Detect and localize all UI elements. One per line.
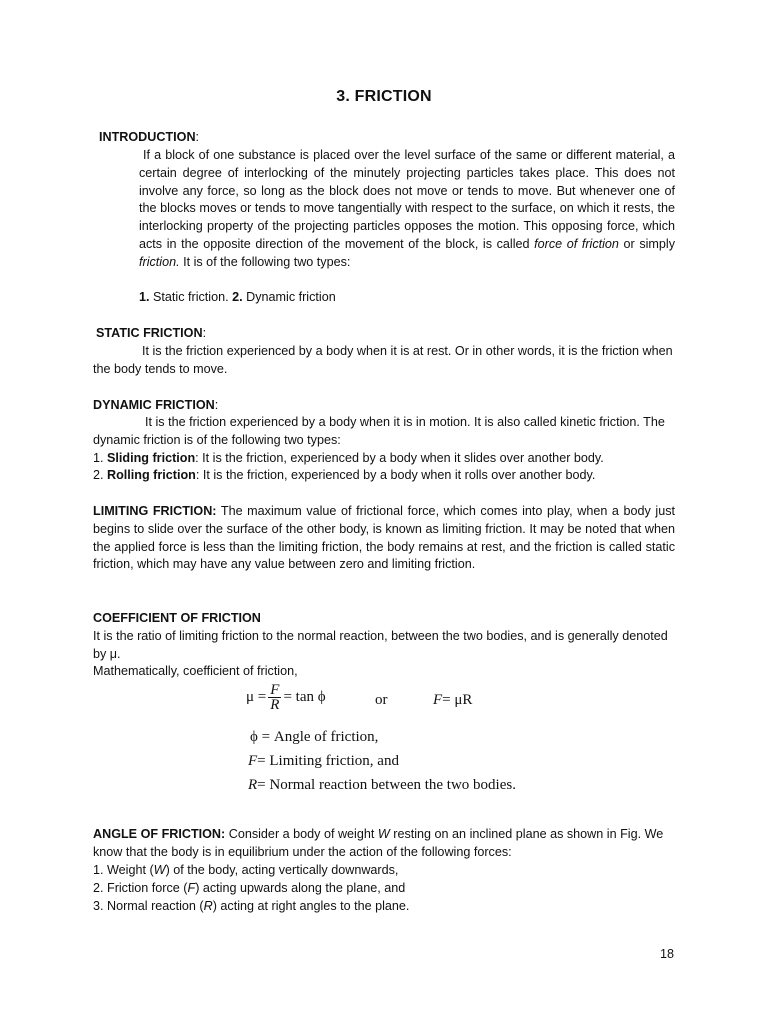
angle-paragraph <box>93 826 675 862</box>
intro-heading-line <box>99 129 199 147</box>
static-colon: : <box>202 326 207 340</box>
angle-item-2-var: F <box>187 881 196 895</box>
type-1-label: Static friction. <box>153 290 229 304</box>
angle-item-3-var: R <box>203 899 213 913</box>
coefficient-heading: COEFFICIENT OF FRICTION <box>93 611 261 625</box>
intro-text-a: If a block of one substance is placed over the level surface of the same or different material, a certain degree of interlocking of the minutely projecting particles takes place. This does not involve any force, so long as the block does not move or tends to move. But whenever one of the blocks moves or tends to move tangentially with respect to the surface, on which it rests, the interlocking property of the projecting particles opposes the motion. This opposing force, which acts in the opposite direction of the movement of the block, is called <box>139 148 675 251</box>
def-r-text: = Normal reaction between the two bodies. <box>257 777 516 793</box>
angle-heading: ANGLE OF FRICTION: <box>93 827 226 841</box>
eq2-lhs: F <box>433 692 443 708</box>
angle-item-3-a: 3. Normal reaction ( <box>93 899 204 913</box>
static-heading: STATIC FRICTION <box>96 326 203 340</box>
coefficient-paragraph: It is the ratio of limiting friction to the normal reaction, between the two bodies, and is generally denoted by μ. <box>93 629 668 661</box>
limiting-paragraph <box>93 503 675 574</box>
dynamic-colon: : <box>214 398 219 412</box>
dynamic-heading-line <box>93 397 218 415</box>
angle-item-2-b: ) acting upwards along the plane, and <box>195 881 406 895</box>
angle-item-1 <box>93 862 398 880</box>
def-phi <box>250 729 378 747</box>
type-2-label: Dynamic friction <box>246 290 336 304</box>
page-number: 18 <box>659 947 674 961</box>
def-phi-sym: ϕ <box>250 729 258 745</box>
dynamic-item-1-label: Sliding friction <box>107 451 196 465</box>
def-phi-text: = Angle of friction, <box>261 729 379 745</box>
static-heading-line <box>96 325 206 343</box>
dynamic-item-2-label: Rolling friction <box>107 468 196 482</box>
angle-item-1-b: ) of the body, acting vertically downwards, <box>165 863 399 877</box>
dynamic-heading: DYNAMIC FRICTION <box>93 398 215 412</box>
dynamic-item-1-text: : It is the friction, experienced by a body when it slides over another body. <box>195 451 604 465</box>
limiting-text: The maximum value of frictional force, which comes into play, when a body just begins to slide over the surface of the other body, is known as limiting friction. It may be noted that when the applied force is less than the limiting friction, the body remains at rest, and the friction is called static friction, which may have any value between zero and limiting friction. <box>93 504 676 572</box>
def-f-text: = Limiting friction, and <box>257 753 399 769</box>
eq-mu: μ = <box>246 688 267 705</box>
intro-term-force-of-friction: force of friction <box>534 236 619 251</box>
eq-2 <box>433 692 472 710</box>
page-title: 3. FRICTION <box>336 88 432 105</box>
angle-item-1-var: W <box>153 863 166 877</box>
dynamic-item-2-num: 2. <box>93 468 104 482</box>
eq-tan-phi: = tan ϕ <box>283 688 326 705</box>
eq-denominator: R <box>270 697 280 713</box>
angle-weight-symbol: W <box>377 827 390 841</box>
angle-item-3 <box>93 898 409 916</box>
angle-text-a: Consider a body of weight <box>228 827 375 841</box>
dynamic-item-1-num: 1. <box>93 451 104 465</box>
angle-item-3-b: ) acting at right angles to the plane. <box>212 899 410 913</box>
intro-text-c: It is of the following two types: <box>183 254 351 269</box>
dynamic-item-2-text: : It is the friction, experienced by a body when it rolls over another body. <box>195 468 596 482</box>
dynamic-item-1 <box>93 450 604 468</box>
type-2-num: 2. <box>232 290 243 304</box>
intro-text-b: or simply <box>623 236 676 251</box>
eq-or: or <box>375 692 388 708</box>
intro-types-line <box>139 289 336 307</box>
intro-heading: INTRODUCTION <box>99 130 196 144</box>
intro-colon: : <box>195 130 200 144</box>
def-r-sym: R <box>248 777 258 793</box>
dynamic-item-2 <box>93 467 595 485</box>
static-paragraph: It is the friction experienced by a body when it is at rest. Or in other words, it is the friction when the body tends to move. <box>93 344 673 376</box>
eq-numerator: F <box>270 682 280 698</box>
def-f <box>248 753 399 771</box>
coefficient-math-intro: Mathematically, coefficient of friction, <box>93 664 298 678</box>
type-1-num: 1. <box>139 290 150 304</box>
eq-fraction <box>268 683 281 712</box>
limiting-heading: LIMITING FRICTION: <box>93 504 217 518</box>
intro-term-friction: friction. <box>139 254 180 269</box>
dynamic-paragraph: It is the friction experienced by a body when it is in motion. It is also called kinetic friction. The dynamic friction is of the following two types: <box>93 415 665 447</box>
intro-paragraph <box>139 147 675 272</box>
angle-item-2 <box>93 880 405 898</box>
coefficient-equation <box>246 683 326 712</box>
eq2-rhs: = μR <box>442 692 473 708</box>
def-f-sym: F <box>248 753 258 769</box>
angle-text-b: resting on an inclined plane as shown in Fig. We know that the body is in equilibrium under the action of the following forces: <box>93 827 664 859</box>
angle-item-1-a: 1. Weight ( <box>93 863 154 877</box>
angle-item-2-a: 2. Friction force ( <box>93 881 188 895</box>
def-r <box>248 777 516 795</box>
